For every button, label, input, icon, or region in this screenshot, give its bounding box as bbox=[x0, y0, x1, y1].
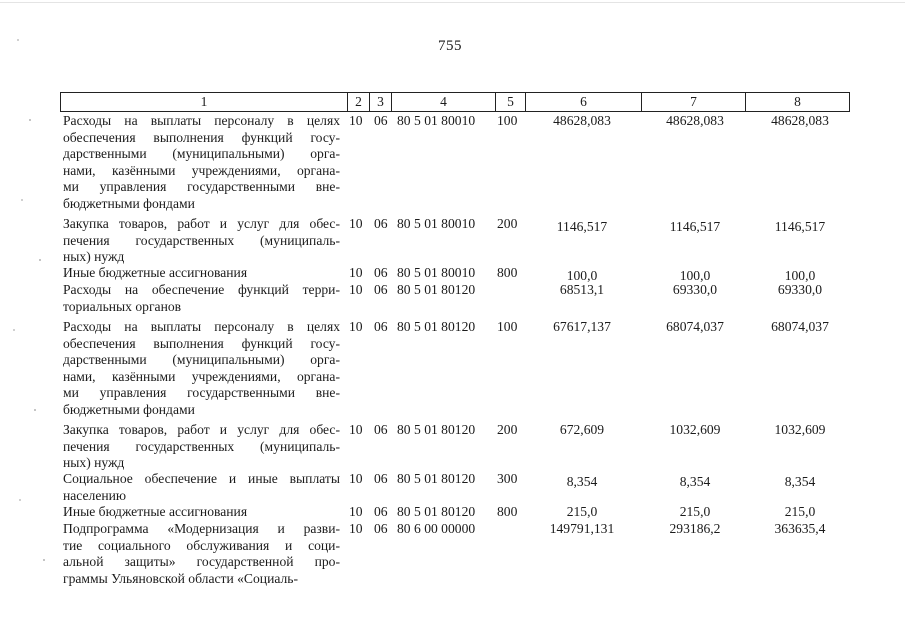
row-name-cell bbox=[63, 471, 340, 504]
row-name-line: альной защиты» государственной про- bbox=[63, 554, 340, 570]
amount-year-1-cell: 1146,517 bbox=[556, 219, 608, 234]
scan-margin-noise bbox=[0, 0, 60, 640]
page-number: 755 bbox=[438, 38, 462, 54]
row-name-cell bbox=[63, 113, 340, 213]
amount-year-1-cell: 100,0 bbox=[566, 268, 598, 283]
row-name-cell bbox=[63, 422, 340, 472]
expense-type-cell: 100 bbox=[497, 319, 518, 334]
expense-type-cell: 300 bbox=[497, 471, 518, 486]
target-article-cell: 80 5 01 80120 bbox=[397, 319, 476, 334]
row-name-line: печения государственных (муниципаль- bbox=[63, 438, 340, 454]
amount-year-3-cell: 100,0 bbox=[784, 268, 816, 283]
subsection-cell: 06 bbox=[374, 216, 388, 231]
amount-year-1-cell: 672,609 bbox=[559, 422, 605, 437]
row-name-line: Закупка товаров, работ и услуг для обес- bbox=[63, 216, 340, 231]
amount-year-3-cell: 215,0 bbox=[784, 504, 816, 519]
row-name-line: Расходы на обеспечение функций терри- bbox=[63, 282, 340, 297]
amount-year-2-cell: 293186,2 bbox=[669, 521, 721, 536]
expense-type-cell: 200 bbox=[497, 422, 518, 437]
row-name-line: ми управления государственными вне- bbox=[63, 179, 340, 195]
table-header bbox=[60, 92, 850, 112]
section-cell: 10 bbox=[349, 282, 363, 297]
amount-year-3-cell: 8,354 bbox=[784, 474, 816, 489]
amount-year-2-cell: 68074,037 bbox=[666, 319, 724, 334]
header-cell-2: 2 bbox=[347, 93, 369, 111]
target-article-cell: 80 5 01 80120 bbox=[397, 504, 476, 519]
subsection-cell: 06 bbox=[374, 265, 388, 280]
amount-year-2-cell: 1146,517 bbox=[669, 219, 721, 234]
row-name-line: печения государственных (муниципаль- bbox=[63, 232, 340, 248]
subsection-cell: 06 bbox=[374, 319, 388, 334]
row-name-line: Подпрограмма «Модернизация и разви- bbox=[63, 521, 340, 536]
section-cell: 10 bbox=[349, 319, 363, 334]
row-name-line: дарственными (муниципальными) орга- bbox=[63, 352, 340, 368]
subsection-cell: 06 bbox=[374, 113, 388, 128]
section-cell: 10 bbox=[349, 265, 363, 280]
header-cell-5: 5 bbox=[495, 93, 525, 111]
section-cell: 10 bbox=[349, 216, 363, 231]
amount-year-2-cell: 48628,083 bbox=[666, 113, 724, 128]
target-article-cell: 80 5 01 80120 bbox=[397, 282, 476, 297]
target-article-cell: 80 5 01 80010 bbox=[397, 113, 476, 128]
row-name-line: обеспечения выполнения функций госу- bbox=[63, 129, 340, 145]
header-cell-7: 7 bbox=[641, 93, 745, 111]
row-name-line: нами, казёнными учреждениями, органа- bbox=[63, 368, 340, 384]
row-name-line: ных) нужд bbox=[63, 455, 125, 471]
row-name-line: Расходы на выплаты персоналу в целях bbox=[63, 113, 340, 128]
row-name-cell bbox=[63, 216, 340, 266]
row-name-cell bbox=[63, 282, 340, 315]
amount-year-1-cell: 67617,137 bbox=[553, 319, 611, 334]
section-cell: 10 bbox=[349, 422, 363, 437]
row-name-line: бюджетными фондами bbox=[63, 195, 195, 211]
amount-year-1-cell: 68513,1 bbox=[559, 282, 605, 297]
row-name-line: Расходы на выплаты персоналу в целях bbox=[63, 319, 340, 334]
header-cell-8: 8 bbox=[745, 93, 849, 111]
subsection-cell: 06 bbox=[374, 422, 388, 437]
row-name-line: Иные бюджетные ассигнования bbox=[63, 504, 248, 519]
amount-year-1-cell: 215,0 bbox=[566, 504, 598, 519]
amount-year-3-cell: 363635,4 bbox=[774, 521, 826, 536]
row-name-line: Социальное обеспечение и иные выплаты bbox=[63, 471, 340, 486]
row-name-line: населению bbox=[63, 487, 127, 503]
row-name-cell bbox=[63, 319, 340, 419]
expense-type-cell: 100 bbox=[497, 113, 518, 128]
header-cell-6: 6 bbox=[525, 93, 641, 111]
section-cell: 10 bbox=[349, 521, 363, 536]
section-cell: 10 bbox=[349, 471, 363, 486]
row-name-cell bbox=[63, 521, 340, 587]
amount-year-3-cell: 48628,083 bbox=[771, 113, 829, 128]
row-name-line: ми управления государственными вне- bbox=[63, 385, 340, 401]
amount-year-2-cell: 8,354 bbox=[679, 474, 711, 489]
row-name-line: дарственными (муниципальными) орга- bbox=[63, 146, 340, 162]
target-article-cell: 80 5 01 80120 bbox=[397, 422, 476, 437]
row-name-line: Иные бюджетные ассигнования bbox=[63, 265, 248, 280]
expense-type-cell: 200 bbox=[497, 216, 518, 231]
header-cell-1: 1 bbox=[200, 94, 208, 109]
amount-year-3-cell: 69330,0 bbox=[777, 282, 823, 297]
amount-year-2-cell: 1032,609 bbox=[669, 422, 721, 437]
row-name-line: бюджетными фондами bbox=[63, 401, 195, 417]
target-article-cell: 80 5 01 80010 bbox=[397, 216, 476, 231]
expense-type-cell: 800 bbox=[497, 265, 518, 280]
amount-year-3-cell: 1146,517 bbox=[774, 219, 826, 234]
row-name-line: ных) нужд bbox=[63, 249, 125, 265]
subsection-cell: 06 bbox=[374, 504, 388, 519]
header-cell-3: 3 bbox=[369, 93, 391, 111]
header-cell-4: 4 bbox=[391, 93, 495, 111]
target-article-cell: 80 5 01 80120 bbox=[397, 471, 476, 486]
row-name-line: ториальных органов bbox=[63, 298, 182, 314]
amount-year-2-cell: 215,0 bbox=[679, 504, 711, 519]
expense-type-cell: 800 bbox=[497, 504, 518, 519]
row-name-cell bbox=[63, 504, 340, 521]
subsection-cell: 06 bbox=[374, 471, 388, 486]
target-article-cell: 80 5 01 80010 bbox=[397, 265, 476, 280]
amount-year-3-cell: 1032,609 bbox=[774, 422, 826, 437]
amount-year-1-cell: 48628,083 bbox=[553, 113, 611, 128]
row-name-line: Закупка товаров, работ и услуг для обес- bbox=[63, 422, 340, 437]
section-cell: 10 bbox=[349, 504, 363, 519]
row-name-cell bbox=[63, 265, 340, 282]
section-cell: 10 bbox=[349, 113, 363, 128]
row-name-line: обеспечения выполнения функций госу- bbox=[63, 335, 340, 351]
row-name-line: граммы Ульяновской области «Социаль- bbox=[63, 570, 299, 586]
scan-top-edge bbox=[0, 2, 905, 3]
subsection-cell: 06 bbox=[374, 282, 388, 297]
amount-year-1-cell: 149791,131 bbox=[549, 521, 615, 536]
target-article-cell: 80 6 00 00000 bbox=[397, 521, 476, 536]
row-name-line: тие социального обслуживания и соци- bbox=[63, 537, 340, 553]
amount-year-1-cell: 8,354 bbox=[566, 474, 598, 489]
amount-year-2-cell: 100,0 bbox=[679, 268, 711, 283]
row-name-line: нами, казёнными учреждениями, органа- bbox=[63, 162, 340, 178]
amount-year-3-cell: 68074,037 bbox=[771, 319, 829, 334]
amount-year-2-cell: 69330,0 bbox=[672, 282, 718, 297]
subsection-cell: 06 bbox=[374, 521, 388, 536]
